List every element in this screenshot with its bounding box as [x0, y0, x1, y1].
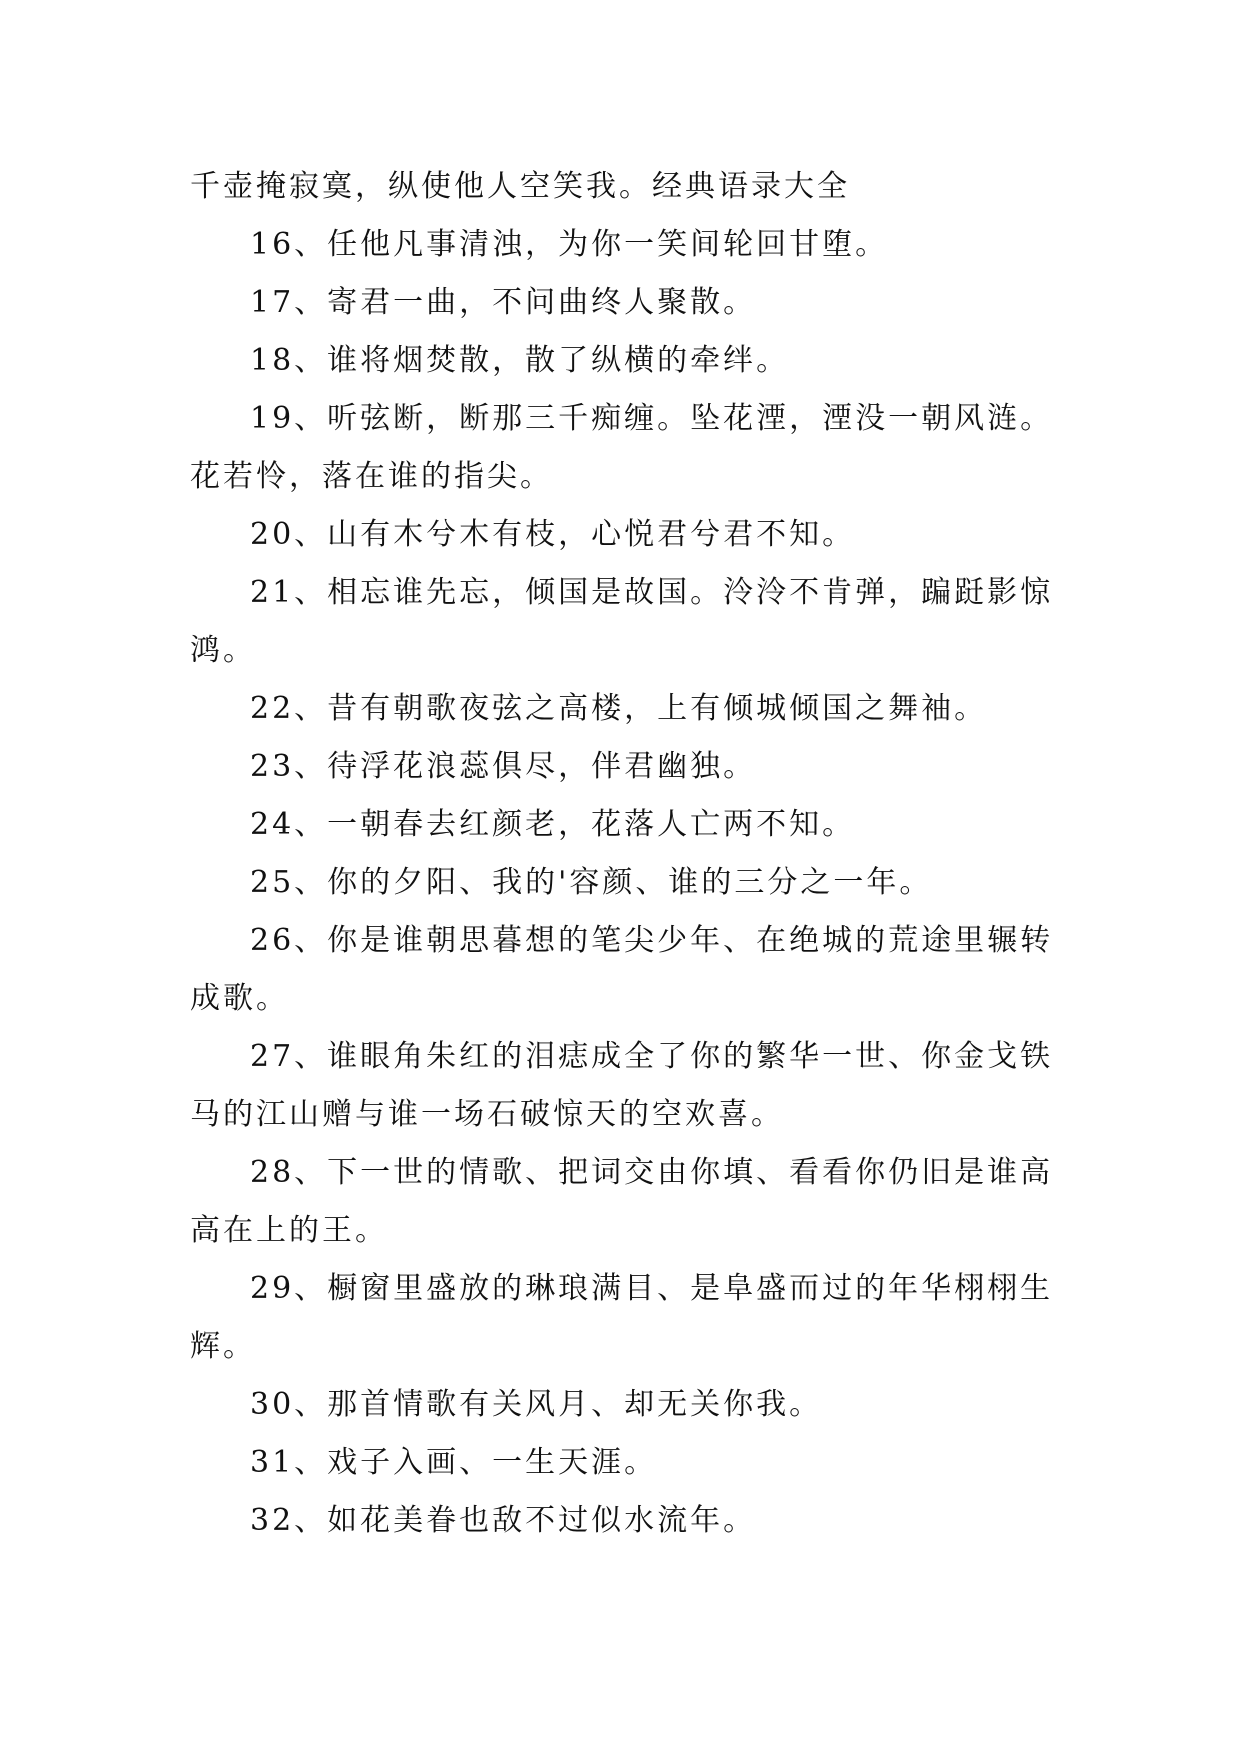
document-body [190, 158, 1060, 1550]
paragraph-18: 18、谁将烟焚散，散了纵横的牵绊。 [250, 343, 790, 378]
paragraph-26: 26、你是谁朝思暮想的笔尖少年、在绝城的荒途里辗转成歌。 [190, 923, 1054, 1016]
paragraph-32: 32、如花美眷也敌不过似水流年。 [250, 1503, 757, 1538]
paragraph-31: 31、戏子入画、一生天涯。 [250, 1445, 658, 1480]
paragraph-continuation: 千壶掩寂寞，纵使他人空笑我。经典语录大全 [190, 169, 850, 204]
paragraph-28: 28、下一世的情歌、把词交由你填、看看你仍旧是谁高高在上的王。 [190, 1155, 1054, 1248]
paragraph-21: 21、相忘谁先忘，倾国是故国。泠泠不肯弹，蹁跹影惊鸿。 [190, 575, 1054, 668]
paragraph-20: 20、山有木兮木有枝，心悦君兮君不知。 [250, 517, 856, 552]
paragraph-29: 29、橱窗里盛放的琳琅满目、是阜盛而过的年华栩栩生辉。 [190, 1271, 1054, 1364]
paragraph-27: 27、谁眼角朱红的泪痣成全了你的繁华一世、你金戈铁马的江山赠与谁一场石破惊天的空欢喜。 [190, 1039, 1054, 1132]
paragraph-16: 16、任他凡事清浊，为你一笑间轮回甘堕。 [250, 227, 889, 262]
paragraph-25: 25、你的夕阳、我的'容颜、谁的三分之一年。 [250, 865, 933, 900]
paragraph-30: 30、那首情歌有关风月、却无关你我。 [250, 1387, 823, 1422]
paragraph-23: 23、待浮花浪蕊俱尽，伴君幽独。 [250, 749, 757, 784]
paragraph-22: 22、昔有朝歌夜弦之高楼，上有倾城倾国之舞袖。 [250, 691, 988, 726]
paragraph-17: 17、寄君一曲，不问曲终人聚散。 [250, 285, 757, 320]
paragraph-24: 24、一朝春去红颜老，花落人亡两不知。 [250, 807, 856, 842]
paragraph-19: 19、听弦断，断那三千痴缠。坠花湮，湮没一朝风涟。花若怜，落在谁的指尖。 [190, 401, 1054, 494]
